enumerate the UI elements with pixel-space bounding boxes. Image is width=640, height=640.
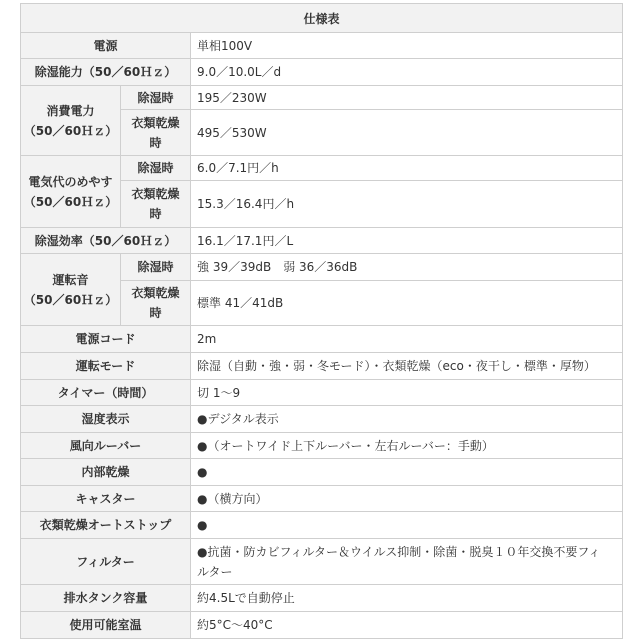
label-line: 時: [149, 207, 162, 221]
label-line: 衣類乾燥: [131, 187, 180, 201]
row-value-louver: ●（オートワイド上下ルーバー・左右ルーバー：手動）: [191, 433, 623, 459]
table-row: [21, 612, 623, 639]
row-label-electricity-cost: [21, 156, 121, 228]
table-row: [21, 433, 623, 459]
row-label-operation-mode: 運転モード: [21, 353, 191, 380]
label-line: （50／60Ｈｚ）: [23, 292, 118, 307]
row-label-power-cord: 電源コード: [21, 326, 191, 353]
row-label-dehum-efficiency: 除湿効率（50／60Ｈｚ）: [21, 228, 191, 254]
label-line: 時: [149, 306, 162, 320]
label-line: 時: [149, 135, 162, 150]
row-label-casters: キャスター: [21, 486, 191, 512]
sub-label-dehum-mode: 除湿時: [121, 86, 191, 110]
row-label-louver: 風向ルーバー: [21, 433, 191, 459]
row-value-dehum-capacity: 9.0／10.0L／d: [191, 59, 623, 86]
sub-label-dehum-mode: 除湿時: [121, 156, 191, 181]
row-value-operation-mode: 除湿（自動・強・弱・冬モード）・衣類乾燥（eco・夜干し・標準・厚物）: [191, 353, 623, 380]
sub-label-dehum-mode: 除湿時: [121, 254, 191, 281]
row-value-power: 単相100V: [191, 33, 623, 59]
label-line: （50／60Ｈｚ）: [23, 123, 118, 138]
label-line: 消費電力: [46, 103, 95, 118]
row-value-filter: [191, 539, 623, 585]
table-row: [21, 512, 623, 539]
row-value-noise-dry: 標準 41／41dB: [191, 281, 623, 326]
spec-table-caption: 仕様表: [21, 4, 623, 33]
label-line: （50／60Ｈｚ）: [23, 194, 118, 209]
row-label-room-temp: 使用可能室温: [21, 612, 191, 639]
row-value-drain-tank: 約4.5Lで自動停止: [191, 585, 623, 612]
label-line: 衣類乾燥: [131, 286, 180, 300]
table-row: [21, 59, 623, 86]
sub-label-clothes-dry: [121, 181, 191, 228]
row-value-humidity-display: ●デジタル表示: [191, 406, 623, 433]
table-row: [21, 156, 623, 181]
row-label-humidity-display: 湿度表示: [21, 406, 191, 433]
row-label-dehum-capacity: 除湿能力（50／60Ｈｚ）: [21, 59, 191, 86]
table-row: [21, 33, 623, 59]
value-line: ●抗菌・防カビフィルター＆ウイルス抑制・除菌・脱臭１０年交換不要フィ: [197, 544, 601, 559]
row-value-casters: ●（横方向）: [191, 486, 623, 512]
row-label-filter: フィルター: [21, 539, 191, 585]
table-row: [21, 353, 623, 380]
table-row: [21, 380, 623, 406]
table-row: [21, 254, 623, 281]
table-row: [21, 326, 623, 353]
sub-label-clothes-dry: [121, 281, 191, 326]
label-line: 電気代のめやす: [28, 174, 113, 189]
table-row: [21, 486, 623, 512]
spec-table: [20, 3, 623, 639]
row-value-timer: 切 1～9: [191, 380, 623, 406]
row-value-power-cord: 2m: [191, 326, 623, 353]
value-line: ルター: [197, 564, 233, 579]
row-value-electricity-cost-dehum: 6.0／7.1円／h: [191, 156, 623, 181]
row-label-internal-dry: 内部乾燥: [21, 459, 191, 486]
row-value-noise-dehum: 強 39／39dB 弱 36／36dB: [191, 254, 623, 281]
row-value-power-consumption-dehum: 195／230W: [191, 86, 623, 110]
row-value-internal-dry: ●: [191, 459, 623, 486]
table-row: [21, 228, 623, 254]
row-value-electricity-cost-dry: 15.3／16.4円／h: [191, 181, 623, 228]
label-line: 運転音: [52, 272, 89, 287]
row-value-room-temp: 約5°C～40°C: [191, 612, 623, 639]
label-line: 衣類乾燥: [131, 115, 180, 130]
table-row: [21, 86, 623, 110]
table-row: [21, 459, 623, 486]
row-value-power-consumption-dry: 495／530W: [191, 110, 623, 156]
row-label-noise: [21, 254, 121, 326]
table-row: [21, 585, 623, 612]
row-value-auto-stop: ●: [191, 512, 623, 539]
table-row: [21, 539, 623, 585]
row-label-timer: タイマー（時間）: [21, 380, 191, 406]
row-label-drain-tank: 排水タンク容量: [21, 585, 191, 612]
row-label-power-consumption: [21, 86, 121, 156]
sub-label-clothes-dry: [121, 110, 191, 156]
row-label-auto-stop: 衣類乾燥オートストップ: [21, 512, 191, 539]
row-label-power: 電源: [21, 33, 191, 59]
table-row: [21, 406, 623, 433]
row-value-dehum-efficiency: 16.1／17.1円／L: [191, 228, 623, 254]
